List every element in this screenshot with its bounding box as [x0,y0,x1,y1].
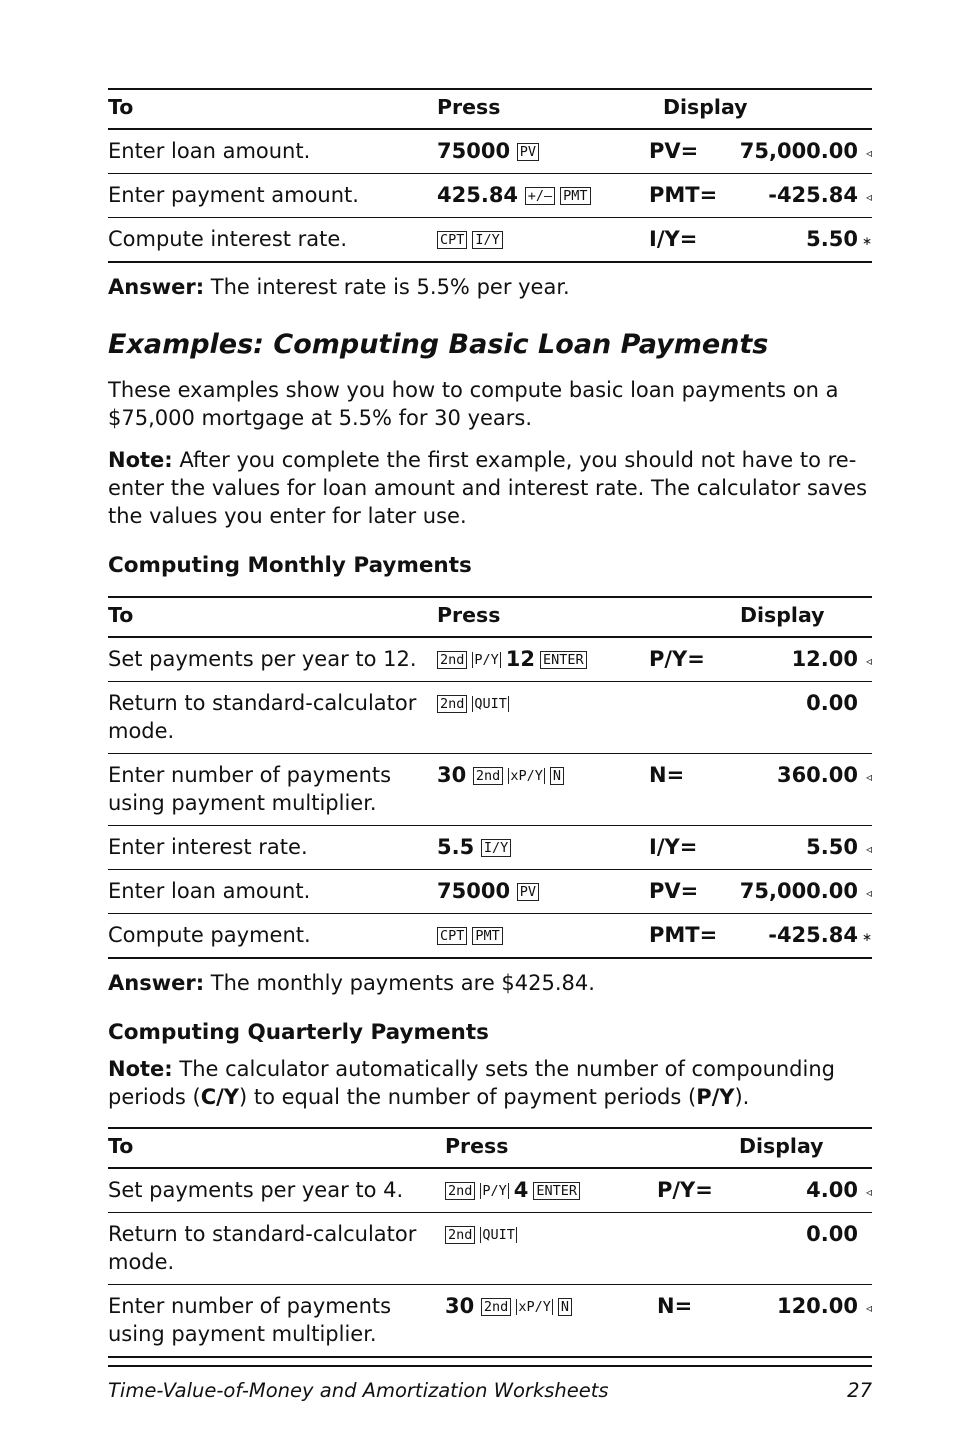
keystrokes [437,218,649,263]
display-variable [649,682,727,754]
entered-indicator-icon: ◃ [865,1301,872,1315]
computed-indicator-icon: ∗ [861,234,872,248]
table-row [108,174,872,218]
key-pv-icon: PV [517,143,539,161]
display-value: 0.00 [806,1222,858,1246]
key-enter-icon: ENTER [540,651,587,669]
header-display: Display [649,89,872,129]
display-value: 5.50 [806,835,858,859]
entered-number: 30 [437,763,467,787]
table-row [108,754,872,826]
keystrokes [437,637,649,682]
header-press: Press [445,1128,657,1168]
table-row [108,637,872,682]
entered-number: 75000 [437,879,511,903]
key-2nd-icon: 2nd [437,695,467,713]
key-xp-y-icon: xP/Y [510,768,543,784]
display-variable: PMT= [649,914,727,959]
intro-paragraph: These examples show you how to compute basic loan payments on a $75,000 mortgage at 5.5% for 30 years. [108,378,839,430]
step-description: Return to standard-calculator mode. [108,682,437,754]
entered-indicator-icon: ◃ [865,654,872,668]
display-value-cell [727,218,872,263]
table-row [108,826,872,870]
entered-number: 5.5 [437,835,475,859]
table-row [108,129,872,174]
section-title: Examples: Computing Basic Loan Payments [108,329,769,360]
display-value: -425.84 [768,923,858,947]
display-value: 12.00 [791,647,858,671]
display-variable: I/Y= [649,826,727,870]
page-footer [108,1365,872,1402]
header-to: To [108,597,437,637]
step-description: Enter loan amount. [108,129,437,174]
key-pmt-icon: PMT [560,187,590,205]
key--icon: +/– [525,187,555,205]
display-variable: N= [657,1285,735,1358]
display-value: 0.00 [806,691,858,715]
key-p-y-icon: P/Y [474,652,499,668]
keystrokes [437,826,649,870]
step-description: Return to standard-calculator mode. [108,1213,445,1285]
display-variable: PV= [649,870,727,914]
key-pmt-icon: PMT [472,927,502,945]
key-n-icon: N [550,767,564,785]
display-variable: P/Y= [657,1168,735,1213]
quarterly-heading: Computing Quarterly Payments [108,1020,489,1045]
note-paragraph: Note: After you complete the first example, you should not have to re-enter the values for loan amount and interest rate. The calculator saves the values you enter for later use. [108,448,868,528]
display-value-cell [735,1285,872,1358]
key-quit-icon: QUIT [474,696,507,712]
display-variable: I/Y= [649,218,727,263]
step-description: Enter payment amount. [108,174,437,218]
display-value: -425.84 [768,183,858,207]
table-header [108,597,872,637]
keystrokes [445,1285,657,1358]
key-i-y-icon: I/Y [472,231,502,249]
computed-indicator-icon: ∗ [861,930,872,944]
table-row [108,218,872,263]
key-2nd-icon: 2nd [437,651,467,669]
monthly-heading: Computing Monthly Payments [108,553,472,578]
keystrokes [437,914,649,959]
display-value: 5.50 [806,227,858,251]
entered-number: 425.84 [437,183,519,207]
table-row [108,1168,872,1213]
keystrokes [437,129,649,174]
page-content [108,88,872,1358]
entered-number: 4 [513,1178,529,1202]
header-display: Display [657,1128,872,1168]
keystrokes [445,1213,657,1285]
answer-interest: Answer: The interest rate is 5.5% per year. [108,275,570,299]
key-2nd-icon: 2nd [473,767,503,785]
keystrokes [445,1168,657,1213]
key-p-y-icon: P/Y [482,1183,507,1199]
entered-indicator-icon: ◃ [865,1185,872,1199]
display-value-cell [735,1213,872,1285]
display-value-cell [727,637,872,682]
keystroke-table-interest [108,88,872,263]
table-header [108,89,872,129]
page-number: 27 [847,1379,872,1402]
display-value-cell [727,870,872,914]
keystrokes [437,682,649,754]
display-value: 4.00 [806,1178,858,1202]
table-row [108,914,872,959]
step-description: Set payments per year to 12. [108,637,437,682]
display-variable: P/Y= [649,637,727,682]
keystroke-table-quarterly [108,1127,872,1358]
display-value-cell [727,826,872,870]
display-value-cell [727,914,872,959]
key-2nd-icon: 2nd [445,1226,475,1244]
key-cpt-icon: CPT [437,927,467,945]
step-description: Compute payment. [108,914,437,959]
display-value: 360.00 [776,763,858,787]
entered-indicator-icon: ◃ [865,146,872,160]
display-variable: PMT= [649,174,727,218]
step-description: Enter loan amount. [108,870,437,914]
display-value: 75,000.00 [739,139,858,163]
display-variable: PV= [649,129,727,174]
footer-title: Time-Value-of-Money and Amortization Worksheets [108,1379,609,1402]
key-xp-y-icon: xP/Y [518,1299,551,1315]
display-value-cell [727,174,872,218]
entered-indicator-icon: ◃ [865,886,872,900]
entered-indicator-icon: ◃ [865,842,872,856]
entered-number: 12 [505,647,536,671]
display-value-cell [727,129,872,174]
entered-indicator-icon: ◃ [865,190,872,204]
key-2nd-icon: 2nd [481,1298,511,1316]
step-description: Enter interest rate. [108,826,437,870]
table-row [108,682,872,754]
display-variable: N= [649,754,727,826]
display-variable [657,1213,735,1285]
header-press: Press [437,597,649,637]
step-description: Enter number of payments using payment multiplier. [108,754,437,826]
keystrokes [437,174,649,218]
key-i-y-icon: I/Y [481,839,511,857]
step-description: Compute interest rate. [108,218,437,263]
table-row [108,1213,872,1285]
display-value-cell [735,1168,872,1213]
step-description: Enter number of payments using payment multiplier. [108,1285,445,1358]
header-to: To [108,1128,445,1168]
header-to: To [108,89,437,129]
key-2nd-icon: 2nd [445,1182,475,1200]
display-value: 120.00 [776,1294,858,1318]
display-value-cell [727,682,872,754]
display-value: 75,000.00 [739,879,858,903]
key-pv-icon: PV [517,883,539,901]
entered-indicator-icon: ◃ [865,770,872,784]
keystroke-table-monthly [108,596,872,959]
table-header [108,1128,872,1168]
key-enter-icon: ENTER [533,1182,580,1200]
step-description: Set payments per year to 4. [108,1168,445,1213]
keystrokes [437,754,649,826]
table-row [108,1285,872,1358]
answer-monthly: Answer: The monthly payments are $425.84. [108,971,595,995]
key-quit-icon: QUIT [482,1227,515,1243]
header-press: Press [437,89,649,129]
display-value-cell [727,754,872,826]
keystrokes [437,870,649,914]
key-cpt-icon: CPT [437,231,467,249]
entered-number: 30 [445,1294,475,1318]
note-compounding: Note: The calculator automatically sets the number of compounding periods (C/Y) to equal the number of payment periods (P/Y). [108,1057,835,1109]
key-n-icon: N [558,1298,572,1316]
entered-number: 75000 [437,139,511,163]
table-row [108,870,872,914]
header-display: Display [649,597,872,637]
